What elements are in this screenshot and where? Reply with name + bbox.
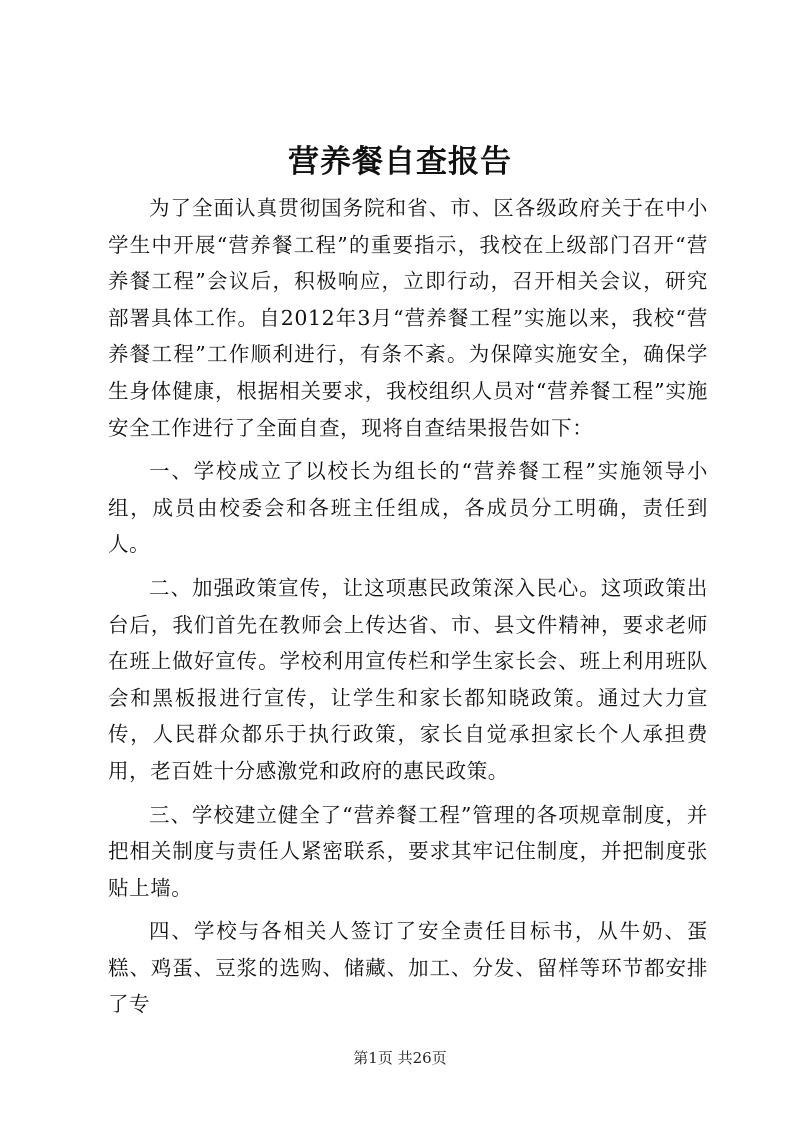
page-number-footer: 第1页 共26页 [353, 1049, 447, 1067]
paragraph-intro: 为了全面认真贯彻国务院和省、市、区各级政府关于在中小学生中开展“营养餐工程”的重要指示，我校在上级部门召开“营养餐工程”会议后，积极响应，立即行动，召开相关会议，研究部署具体工作。自2012年3月“营养餐工程”实施以来，我校“营养餐工程”工作顺利进行，有条不紊。为保障实施安全，确保学生身体健康，根据相关要求，我校组织人员对“营养餐工程”实施安全工作进行了全面自查，现将自查结果报告如下： [108, 196, 708, 440]
paragraph-item-1: 一、学校成立了以校长为组长的“营养餐工程”实施领导小组，成员由校委会和各班主任组成，各成员分工明确，责任到人。 [108, 459, 708, 557]
paragraph-item-4: 四、学校与各相关人签订了安全责任目标书，从牛奶、蛋糕、鸡蛋、豆浆的选购、储藏、加工、分发、留样等环节都安排了专 [108, 919, 708, 1017]
paragraph-item-2: 二、加强政策宣传，让这项惠民政策深入民心。这项政策出台后，我们首先在教师会上传达省、市、县文件精神，要求老师在班上做好宣传。学校利用宣传栏和学生家长会、班上利用班队会和黑板报进行宣传，让学生和家长都知晓政策。通过大力宣传，人民群众都乐于执行政策，家长自觉承担家长个人承担费用，老百姓十分感激党和政府的惠民政策。 [108, 575, 708, 783]
document-body [108, 190, 708, 1023]
page-title: 营养餐自查报告 [288, 144, 512, 180]
paragraph-item-3: 三、学校建立健全了“营养餐工程”管理的各项规章制度，并把相关制度与责任人紧密联系，要求其牢记住制度，并把制度张贴上墙。 [108, 802, 708, 900]
